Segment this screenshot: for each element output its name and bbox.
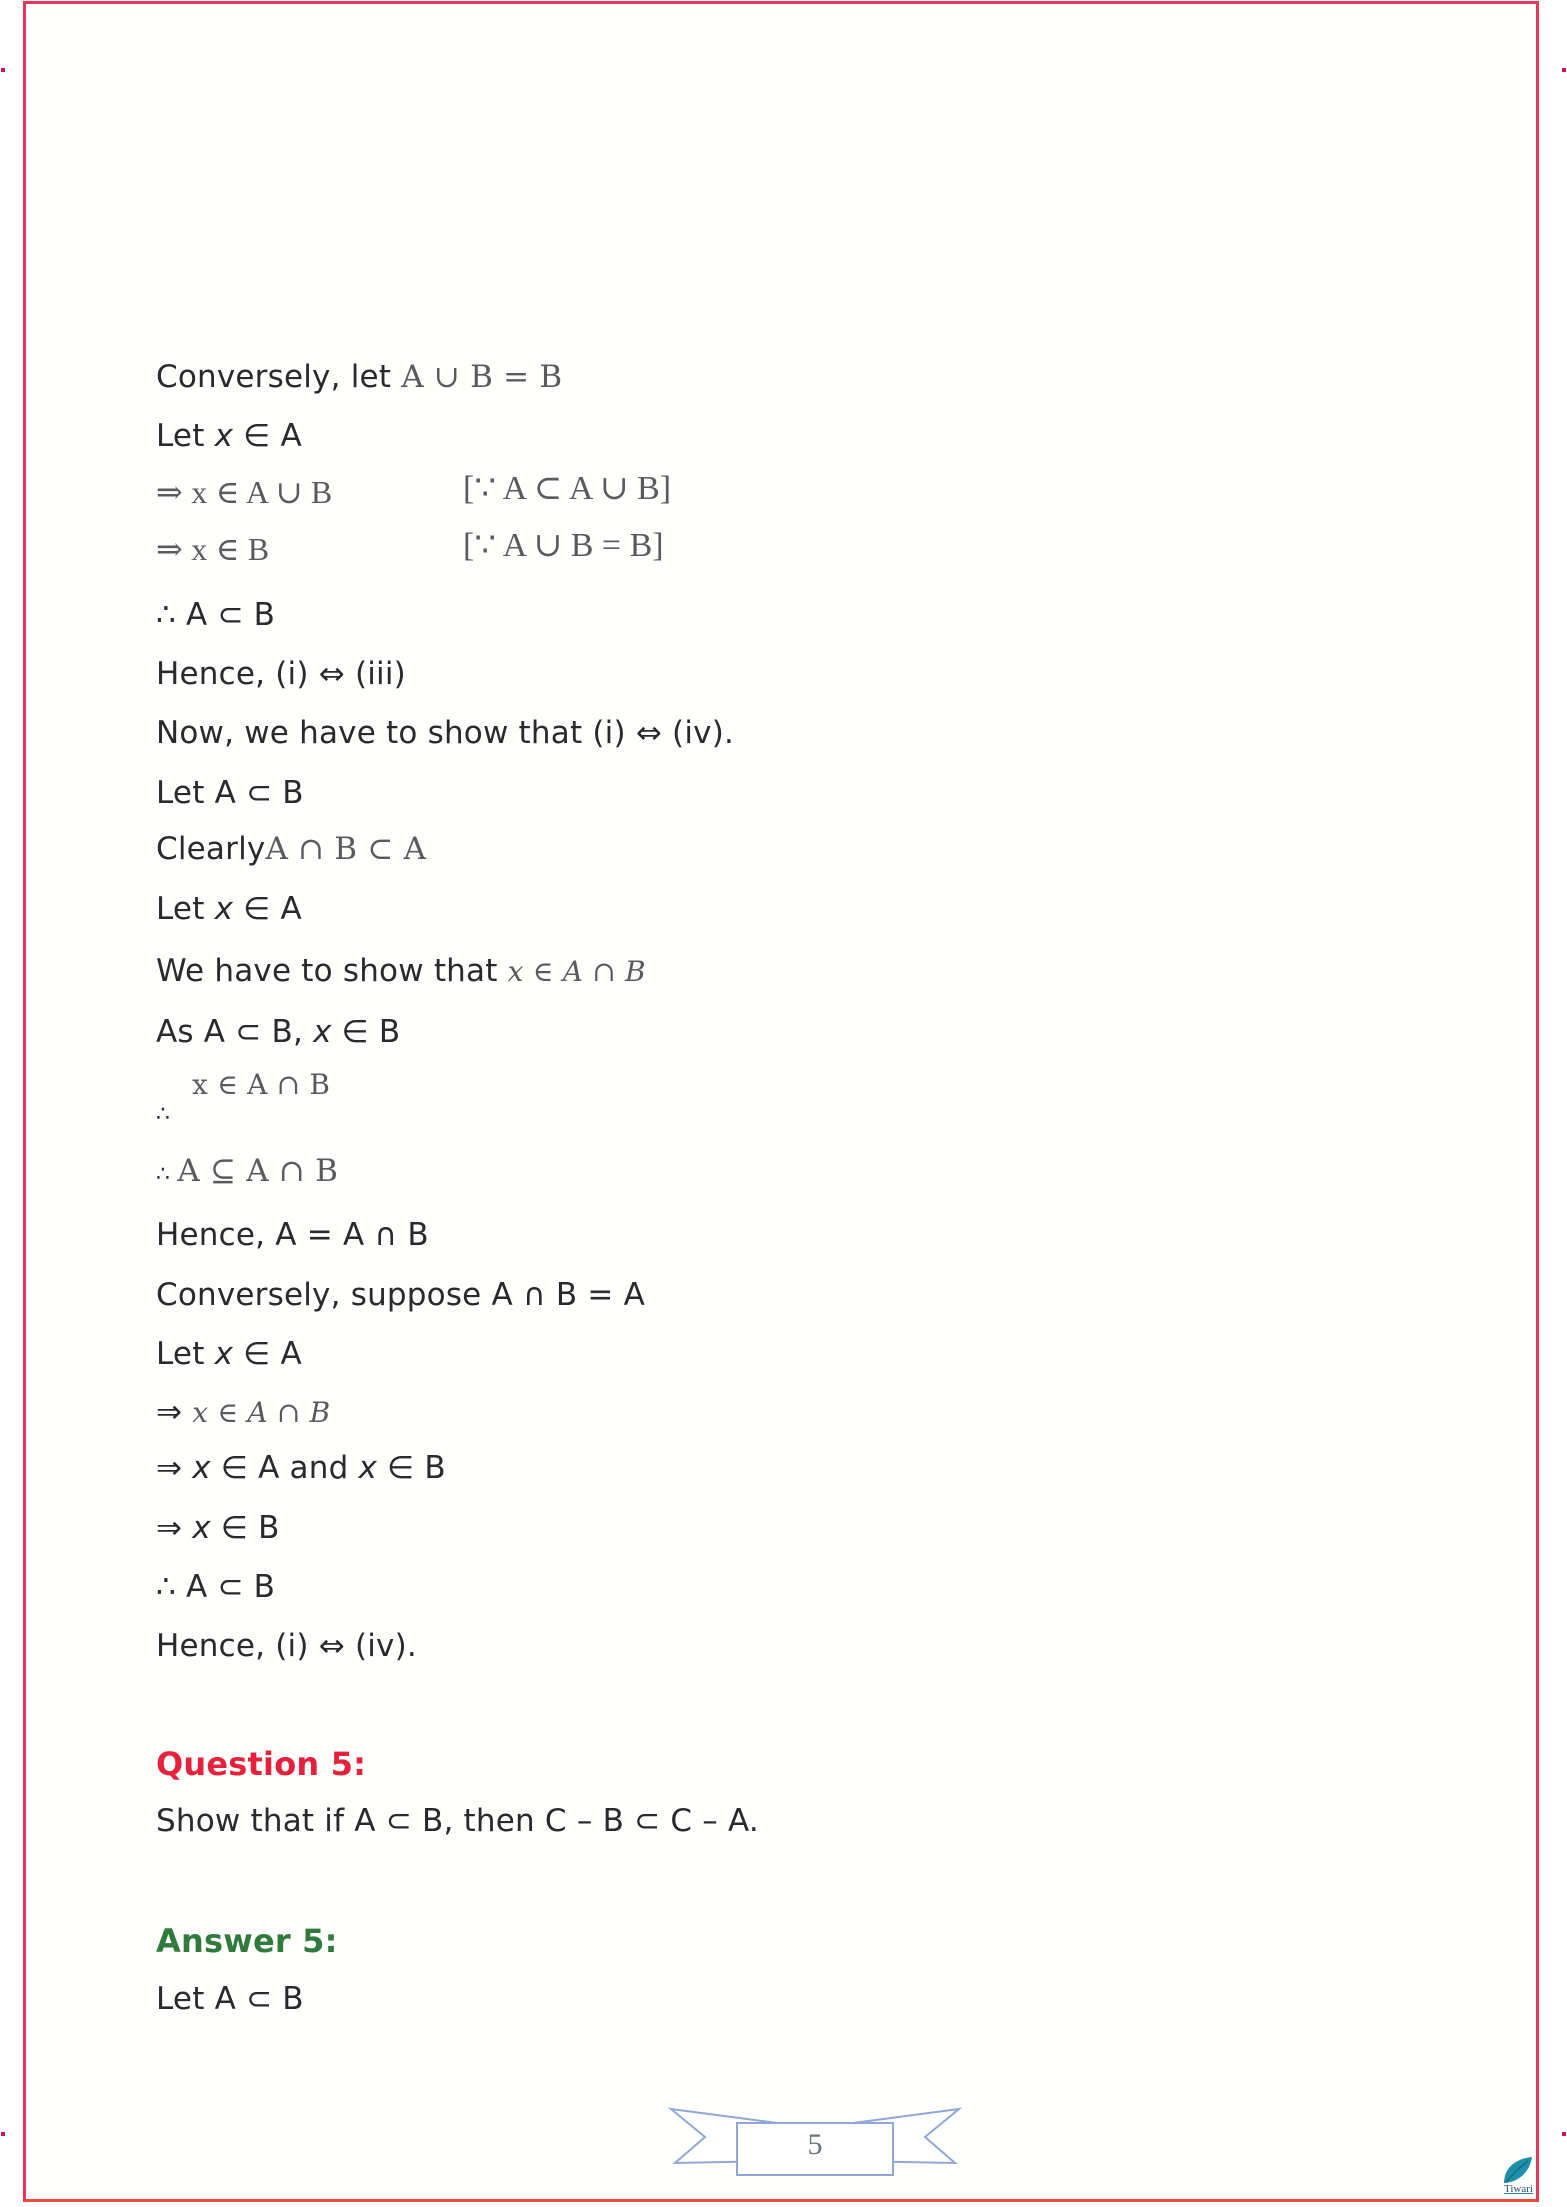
reason-bracket: [∵ A ∪ B = B] xyxy=(463,527,664,564)
variable: x xyxy=(214,891,234,927)
proof-text: ∈ A xyxy=(233,1336,302,1372)
proof-text: ∈ A xyxy=(233,418,302,454)
proof-line xyxy=(156,953,646,989)
proof-text: ⇒ xyxy=(156,1450,193,1486)
proof-line xyxy=(156,359,563,395)
variable: x xyxy=(358,1450,378,1486)
proof-line xyxy=(156,1510,280,1546)
variable: x xyxy=(313,1014,332,1050)
proof-line: Let A ⊂ B xyxy=(156,775,304,811)
proof-text: ∈ A xyxy=(233,891,302,927)
crop-mark xyxy=(1562,2132,1566,2136)
page-border xyxy=(23,1,1539,2202)
math-expression: A ∪ B = B xyxy=(401,359,563,395)
proof-line xyxy=(156,418,302,454)
proof-line xyxy=(156,1336,302,1372)
therefore-symbol: ∴ xyxy=(156,1102,171,1127)
math-expression: x ∈ A ∩ B xyxy=(507,955,646,988)
math-expression: ⇒ x ∈ B xyxy=(156,531,270,567)
proof-line xyxy=(156,831,427,867)
answer-text: Let A ⊂ B xyxy=(156,1981,304,2017)
proof-line: Hence, A = A ∩ B xyxy=(156,1217,429,1253)
variable: x xyxy=(192,1450,211,1486)
proof-text: Let xyxy=(156,1336,215,1372)
proof-line xyxy=(156,1153,339,1189)
proof-line xyxy=(156,476,332,508)
crop-mark xyxy=(1,2132,5,2136)
proof-line: Hence, (i) ⇔ (iii) xyxy=(156,656,406,692)
math-expression: A ⊆ A ∩ B xyxy=(177,1153,339,1189)
proof-text: We have to show that xyxy=(156,953,508,989)
proof-line xyxy=(156,891,302,927)
leaf-icon xyxy=(1498,2155,1540,2185)
proof-text: ∈ B xyxy=(377,1450,446,1486)
proof-line: Now, we have to show that (i) ⇔ (iv). xyxy=(156,715,735,751)
question-heading: Question 5: xyxy=(156,1745,367,1783)
proof-line xyxy=(156,1450,446,1486)
answer-heading: Answer 5: xyxy=(156,1922,338,1960)
crop-mark xyxy=(1562,68,1566,72)
variable: x xyxy=(214,1336,234,1372)
proof-text: As A ⊂ B, xyxy=(156,1014,314,1050)
math-expression: x ∈ A ∩ B xyxy=(192,1068,331,1101)
reason-bracket: [∵ A ⊂ A ∪ B] xyxy=(463,470,672,507)
logo-text: Tiwari xyxy=(1504,2183,1533,2195)
proof-line: Hence, (i) ⇔ (iv). xyxy=(156,1628,417,1664)
math-expression: x ∈ A ∩ B xyxy=(192,1396,331,1429)
proof-line: ∴ A ⊂ B xyxy=(156,597,276,633)
page-number-ribbon xyxy=(665,2105,965,2185)
publisher-logo xyxy=(1498,2155,1540,2201)
math-expression: ⇒ x ∈ A ∪ B xyxy=(156,474,333,510)
proof-text: Let xyxy=(156,891,215,927)
proof-line xyxy=(156,1394,331,1430)
implies-symbol: ⇒ xyxy=(156,1394,193,1430)
page-number: 5 xyxy=(807,2128,823,2161)
therefore-symbol: ∴ xyxy=(156,1162,178,1187)
crop-mark xyxy=(1,68,5,72)
proof-text: Let xyxy=(156,418,215,454)
proof-line: ∴ A ⊂ B xyxy=(156,1569,276,1605)
proof-text: Clearly xyxy=(156,831,266,867)
proof-text: ∈ B xyxy=(210,1510,280,1546)
question-text: Show that if A ⊂ B, then C – B ⊂ C – A. xyxy=(156,1803,759,1839)
variable: x xyxy=(214,418,234,454)
variable: x xyxy=(192,1510,211,1546)
proof-line xyxy=(156,533,269,565)
proof-line: Conversely, suppose A ∩ B = A xyxy=(156,1277,646,1313)
proof-line xyxy=(156,1014,401,1050)
proof-text: ∈ A and xyxy=(210,1450,359,1486)
proof-text: Conversely, let xyxy=(156,359,402,395)
proof-text: ⇒ xyxy=(156,1510,193,1546)
math-expression: A ∩ B ⊂ A xyxy=(265,831,427,867)
proof-text: ∈ B xyxy=(331,1014,401,1050)
proof-line xyxy=(192,1068,331,1101)
